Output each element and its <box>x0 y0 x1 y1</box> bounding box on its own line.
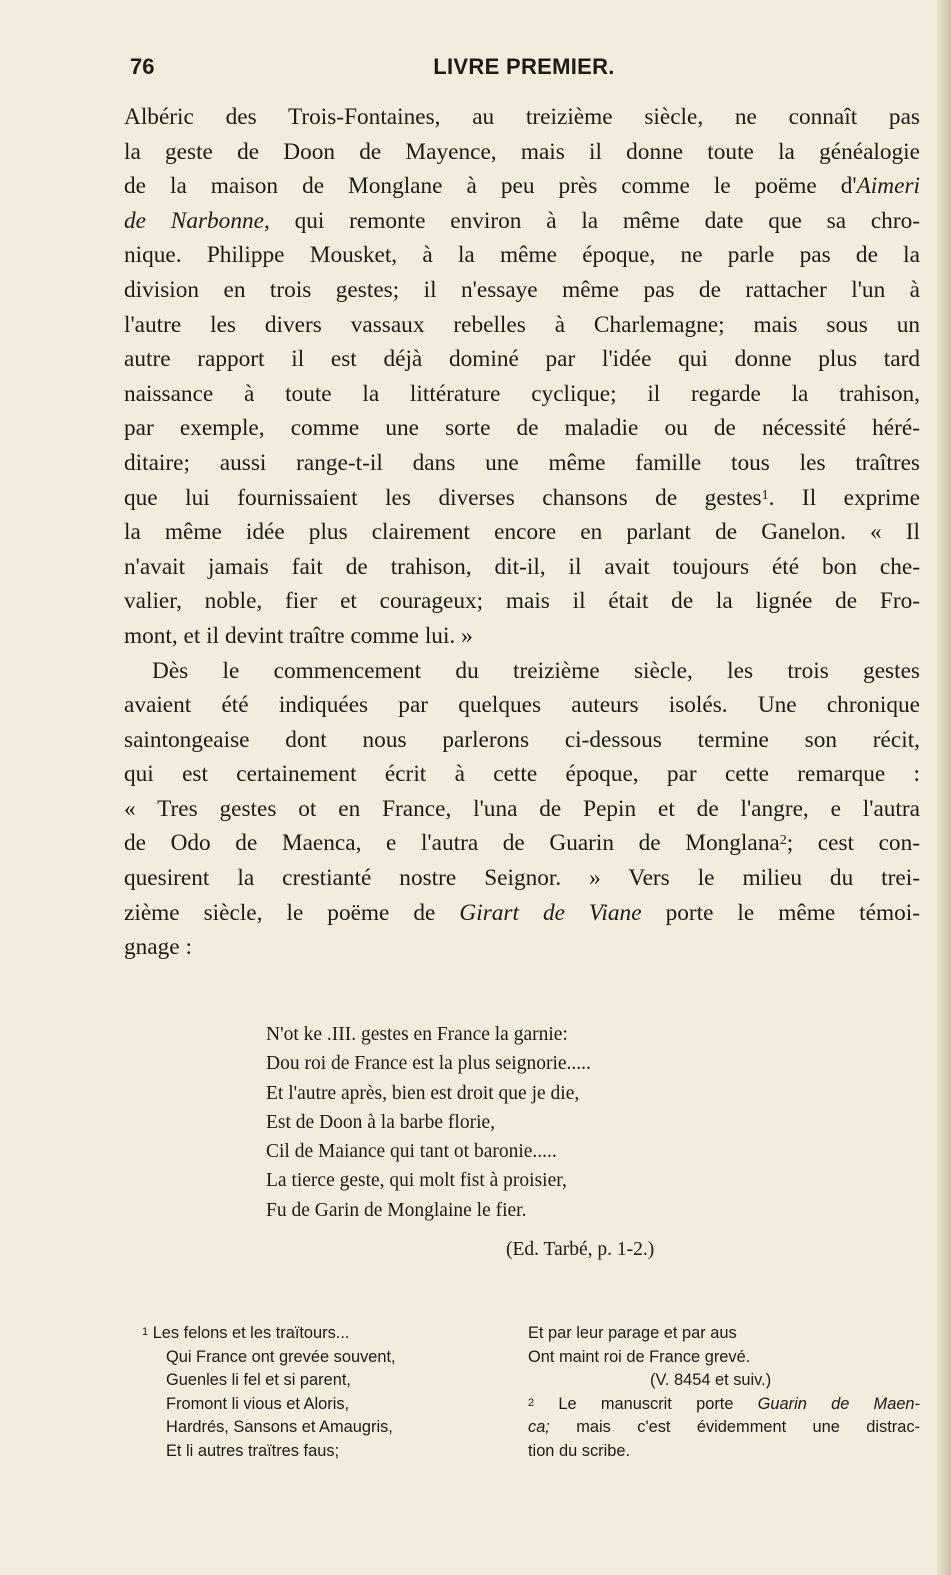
text-line: de la maison de Monglane à peu près comme le poëme d'Aimeri <box>124 173 920 200</box>
text-line: par exemple, comme une sorte de maladie ou de nécessité héré- <box>124 415 920 442</box>
text-line: de Odo de Maenca, e l'autra de Guarin de Monglana$^2$; cest con- <box>124 830 920 857</box>
verse-line: La tierce geste, qui molt fist à proisier, <box>266 1170 567 1192</box>
verse-line: Et l'autre après, bien est droit que je die, <box>266 1082 580 1104</box>
text-line: zième siècle, le poëme de Girart de Viane porte le même témoi- <box>124 899 920 926</box>
text-line: valier, noble, fier et courageux; mais il était de la lignée de Fro- <box>124 588 920 615</box>
footnote-column-left <box>142 1322 482 1463</box>
text-line: que lui fournissaient les diverses chansons de gestes$^1$. Il exprime <box>124 484 920 511</box>
footnote-line: $^2$ Le manuscrit porte Guarin de Maen- <box>528 1394 921 1413</box>
text-line: l'autre les divers vassaux rebelles à Charlemagne; mais sous un <box>124 311 920 338</box>
text-line: gnage : <box>124 934 192 961</box>
footnote-line: tion du scribe. <box>528 1441 631 1460</box>
text-line: « Tres gestes ot en France, l'una de Pepin et de l'angre, e l'autra <box>124 795 920 822</box>
title-girart: Girart de Viane <box>459 899 642 926</box>
page-edge <box>937 0 951 1575</box>
footnote-ref-1: 1 <box>761 487 769 503</box>
verse-line: N'ot ke .III. gestes en France la garnie: <box>266 1024 568 1045</box>
footnote-line: (V. 8454 et suiv.) <box>650 1371 772 1389</box>
title-narbonne: de Narbonne <box>124 207 264 234</box>
main-text <box>124 100 920 965</box>
verse-line: Fu de Garin de Monglaine le fier. <box>266 1199 527 1221</box>
verse-line: Cil de Maiance qui tant ot baronie..... <box>266 1141 557 1163</box>
footnote-line: Hardrés, Sansons et Amaugris, <box>166 1418 393 1436</box>
text-line: saintongeaise dont nous parlerons ci-dessous termine son récit, <box>124 726 920 753</box>
footnote-line: Ont maint roi de France grevé. <box>528 1347 751 1366</box>
text-line: autre rapport il est déjà dominé par l'idée qui donne plus tard <box>124 346 920 373</box>
text-line: n'avait jamais fait de trahison, dit-il, il avait toujours été bon che- <box>124 553 920 580</box>
footnote-column-right <box>528 1322 920 1463</box>
text-line: mont, et il devint traître comme lui. » <box>124 622 473 649</box>
text-line: Dès le commencement du treizième siècle, les trois gestes <box>152 657 920 684</box>
footnote-line: Et par leur parage et par aus <box>528 1324 737 1342</box>
verse-line: Dou roi de France est la plus seignorie..... <box>266 1053 591 1075</box>
title-aimeri: Aimeri <box>856 173 920 200</box>
text-line: ditaire; aussi range-t-il dans une même famille tous les traîtres <box>124 449 920 476</box>
verse-line: Est de Doon à la barbe florie, <box>266 1111 496 1133</box>
text-line: qui est certainement écrit à cette époque, par cette remarque : <box>124 761 920 788</box>
footnote-line: Et li autres traïtres faus; <box>166 1441 340 1460</box>
page-header <box>128 54 920 84</box>
text-line: avaient été indiquées par quelques auteurs isolés. Une chronique <box>124 692 920 719</box>
footnote-line: Fromont li vious et Aloris, <box>166 1394 350 1413</box>
footnote-line: Qui France ont grevée souvent, <box>166 1347 396 1366</box>
footnote-marker-1: 1 <box>142 1326 149 1338</box>
text-line: la même idée plus clairement encore en parlant de Ganelon. « Il <box>124 519 920 546</box>
text-line: de Narbonne, qui remonte environ à la même date que sa chro- <box>124 207 920 234</box>
footnote-line: ca; mais c'est évidemment une distrac- <box>528 1418 920 1436</box>
footnote-ref-2: 2 <box>779 833 787 849</box>
text-line: la geste de Doon de Mayence, mais il donne toute la généalogie <box>124 138 920 165</box>
text-line: quesirent la crestianté nostre Seignor. » Vers le milieu du trei- <box>124 865 920 892</box>
text-line: nique. Philippe Mousket, à la même époque, ne parle pas de la <box>124 242 920 269</box>
page-number: 76 <box>130 54 155 79</box>
text-line: naissance à toute la littérature cyclique; il regarde la trahison, <box>124 380 920 407</box>
footnote-line: Guenles li fel et si parent, <box>166 1371 351 1389</box>
footnote-line: $^1$ Les felons et les traïtours... <box>142 1324 350 1342</box>
verse-quotation <box>266 1020 766 1264</box>
text-line: division en trois gestes; il n'essaye même pas de rattacher l'un à <box>124 276 920 303</box>
footnote-marker-2: 2 <box>528 1396 535 1409</box>
text-line: Albéric des Trois-Fontaines, au treizième siècle, ne connaît pas <box>124 104 920 130</box>
verse-source: (Ed. Tarbé, p. 1-2.) <box>506 1239 655 1261</box>
running-title: LIVRE PREMIER. <box>433 54 615 79</box>
